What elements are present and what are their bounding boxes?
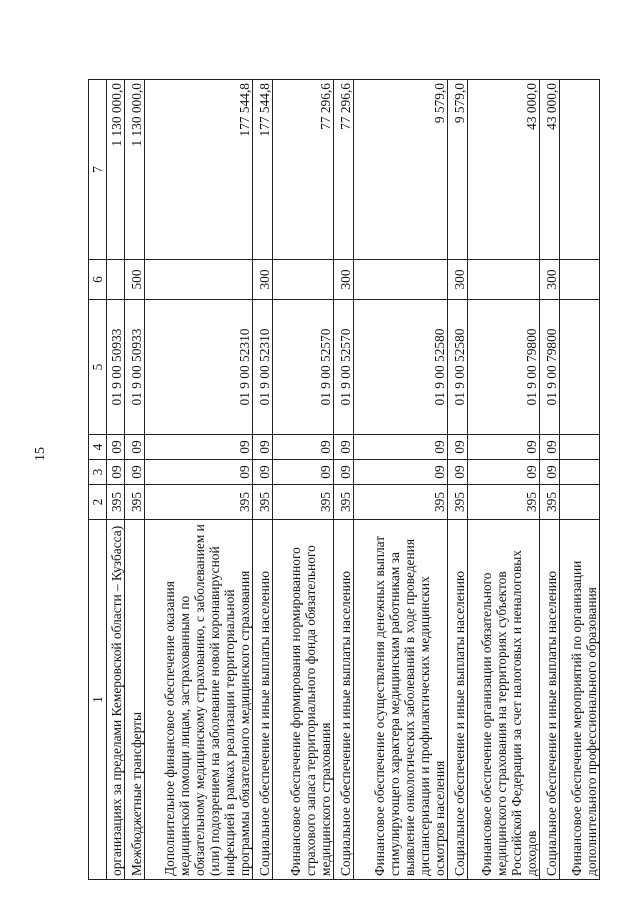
row-c3-cell: 09 [468,460,540,485]
row-name-cell: Социальное обеспечение и иные выплаты населению [448,520,468,880]
row-c3-cell: 09 [125,460,145,485]
row-c5-cell: 01 9 00 50933 [107,300,125,435]
row-c2-cell: 395 [107,485,125,520]
row-c4-cell: 09 [145,435,253,460]
column-header: 5 [89,300,107,435]
row-c2-cell [560,485,600,520]
row-c7-cell: 77 296,6 [273,80,334,260]
column-header: 4 [89,435,107,460]
row-c7-cell: 9 579,0 [354,80,448,260]
row-name-cell: Финансовое обеспечение мероприятий по организации дополнительного профессионального образования [560,520,600,880]
row-c5-cell: 01 9 00 52580 [354,300,448,435]
row-c3-cell [560,460,600,485]
column-header: 2 [89,485,107,520]
table-header-row [89,80,107,880]
page-number: 15 [33,447,48,461]
row-name-cell: Социальное обеспечение и иные выплаты населению [253,520,273,880]
row-c7-cell: 1 130 000,0 [125,80,145,260]
row-c6-cell: 300 [448,260,468,300]
row-name-cell: Социальное обеспечение и иные выплаты населению [334,520,354,880]
row-c2-cell: 395 [448,485,468,520]
table-row [540,80,560,880]
row-c3-cell: 09 [273,460,334,485]
row-c2-cell: 395 [145,485,253,520]
row-c6-cell [273,260,334,300]
row-c7-cell: 9 579,0 [448,80,468,260]
row-c3-cell: 09 [448,460,468,485]
row-c3-cell: 09 [253,460,273,485]
row-c5-cell [560,300,600,435]
row-c5-cell: 01 9 00 52570 [334,300,354,435]
row-c7-cell: 77 296,6 [334,80,354,260]
table-row [253,80,273,880]
table-row [560,80,600,880]
table-row [448,80,468,880]
row-c2-cell: 395 [273,485,334,520]
column-header: 6 [89,260,107,300]
row-c3-cell: 09 [354,460,448,485]
table-row [273,80,334,880]
row-c2-cell: 395 [253,485,273,520]
row-c3-cell: 09 [334,460,354,485]
row-c4-cell: 09 [448,435,468,460]
row-name-cell: организациях за пределами Кемеровской области – Кузбасса) [107,520,125,880]
column-header: 1 [89,520,107,880]
row-c5-cell: 01 9 00 50933 [125,300,145,435]
row-c4-cell: 09 [540,435,560,460]
row-c4-cell: 09 [107,435,125,460]
row-c5-cell: 01 9 00 52310 [253,300,273,435]
row-c7-cell: 43 000,0 [540,80,560,260]
row-c2-cell: 395 [540,485,560,520]
row-c2-cell: 395 [334,485,354,520]
row-c3-cell: 09 [540,460,560,485]
budget-table [88,79,600,880]
table-row [468,80,540,880]
row-c6-cell: 500 [125,260,145,300]
row-c5-cell: 01 9 00 52570 [273,300,334,435]
column-header: 7 [89,80,107,260]
row-c6-cell [107,260,125,300]
row-c6-cell: 300 [540,260,560,300]
table-row [125,80,145,880]
row-c7-cell: 177 544,8 [145,80,253,260]
table-row [354,80,448,880]
row-c5-cell: 01 9 00 52310 [145,300,253,435]
row-c4-cell: 09 [253,435,273,460]
row-c6-cell [145,260,253,300]
row-c4-cell: 09 [468,435,540,460]
row-c5-cell: 01 9 00 52580 [448,300,468,435]
row-name-cell: Финансовое обеспечение организации обязательного медицинского страхования на территориях субъектов Российской Федерации за счет налоговых и неналоговых доходов [468,520,540,880]
row-c7-cell: 177 544,8 [253,80,273,260]
column-header: 3 [89,460,107,485]
row-c4-cell: 09 [125,435,145,460]
row-c2-cell: 395 [468,485,540,520]
row-c5-cell: 01 9 00 79800 [540,300,560,435]
table-row [334,80,354,880]
row-c2-cell: 395 [354,485,448,520]
row-name-cell: Дополнительное финансовое обеспечение оказания медицинской помощи лицам, застрахованным по обязательному медицинскому страхованию, с заболеванием и (или) подозрением на заболевание новой коронавирусной инфекцией в рамках реализации территориальной программы обязательного медицинского страхования [145,520,253,880]
row-c6-cell: 300 [253,260,273,300]
table-row [145,80,253,880]
row-c5-cell: 01 9 00 79800 [468,300,540,435]
row-c4-cell: 09 [334,435,354,460]
row-c6-cell: 300 [334,260,354,300]
rotated-content [88,80,599,880]
row-c7-cell [560,80,600,260]
table-row [107,80,125,880]
row-c4-cell: 09 [354,435,448,460]
row-c6-cell [468,260,540,300]
row-c7-cell: 1 130 000,0 [107,80,125,260]
row-c4-cell [560,435,600,460]
row-name-cell: Социальное обеспечение и иные выплаты населению [540,520,560,880]
row-name-cell: Финансовое обеспечение формирования нормированного страхового запаса территориального фонда обязательного медицинского страхования [273,520,334,880]
row-c7-cell: 43 000,0 [468,80,540,260]
row-c2-cell: 395 [125,485,145,520]
row-c6-cell [354,260,448,300]
row-name-cell: Межбюджетные трансферты [125,520,145,880]
row-c6-cell [560,260,600,300]
row-c4-cell: 09 [273,435,334,460]
row-c3-cell: 09 [107,460,125,485]
row-c3-cell: 09 [145,460,253,485]
row-name-cell: Финансовое обеспечение осуществления денежных выплат стимулирующего характера медицинским работникам за выявление онкологических заболеваний в ходе проведения диспансеризации и профилактических медицинских осмотров населения [354,520,448,880]
